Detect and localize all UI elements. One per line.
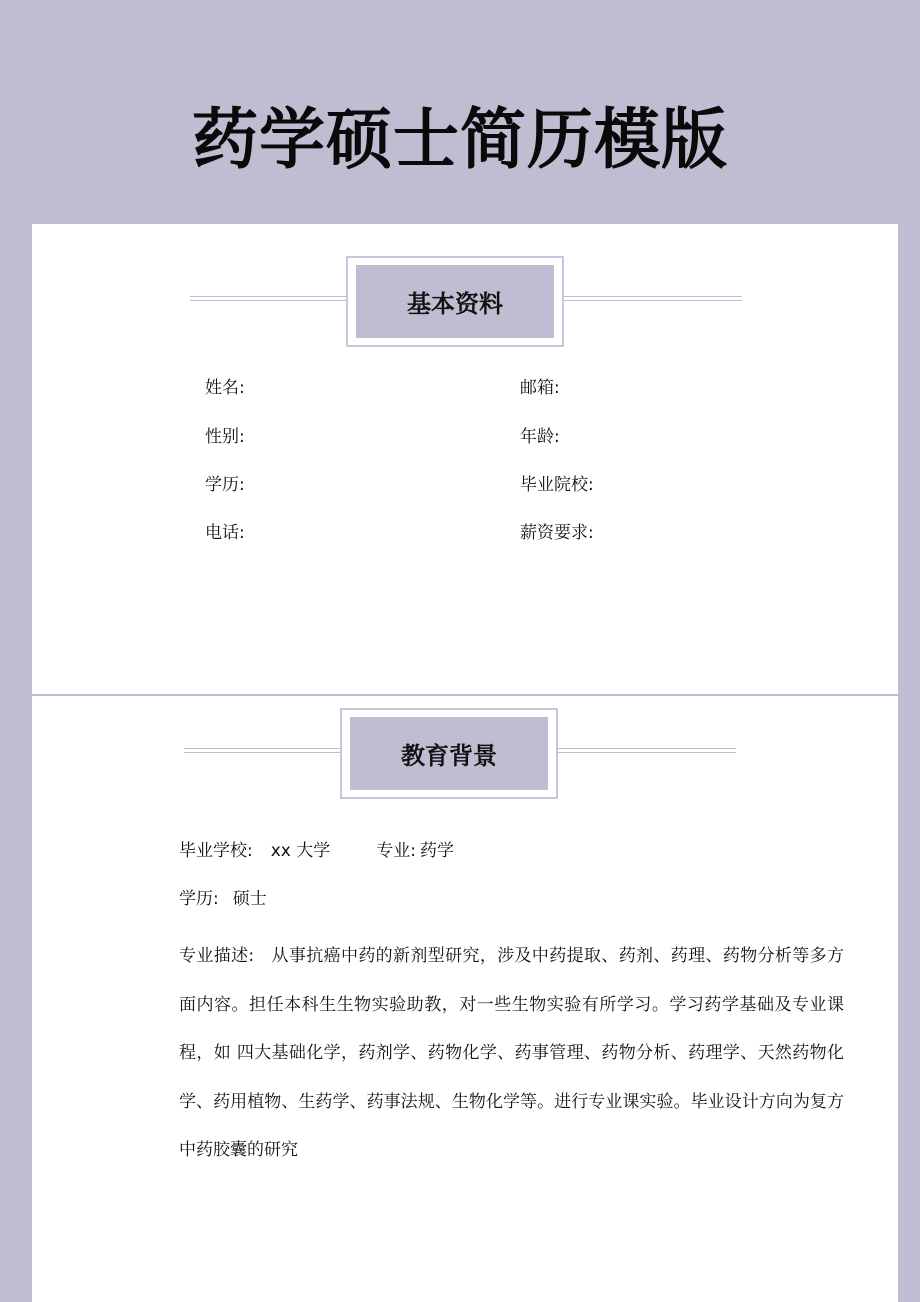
education-header: [184, 708, 736, 802]
basic-info-sheet: [32, 224, 898, 694]
basic-info-header: [190, 256, 742, 350]
degree-label: 学历:: [179, 889, 219, 909]
description-text: 从事抗癌中药的新剂型研究，涉及中药提取、药剂、药理、药物分析等多方面内容。担任本科生生物实验助教，对一些生物实验有所学习。学习药学基础及专业课程，如 四大基础化学，药剂学、药物化学、药事管理、药物分析、药理学、天然药物化学、药用植物、生药学、药事法规、生物化学等。进行专业课实验。毕业设计方向为复方中药胶囊的研究: [179, 946, 845, 1160]
salary-label: 薪资要求:: [520, 523, 594, 543]
phone-label: 电话:: [205, 523, 245, 543]
degree-value: 硕士: [232, 889, 267, 909]
page-title: 药学硕士简历模版: [192, 101, 728, 178]
header-frame: [346, 256, 564, 347]
gender-label: 性别:: [205, 427, 245, 447]
major-label: 专业:: [376, 841, 416, 861]
description-label: 专业描述:: [179, 946, 255, 966]
degree-line: [179, 888, 267, 910]
school-major-line: [179, 840, 454, 862]
header-line-left: [190, 296, 348, 301]
header-line-right: [562, 296, 742, 301]
email-label: 邮箱:: [520, 378, 560, 398]
header-line-right: [556, 748, 736, 753]
header-frame: [340, 708, 558, 799]
school-value: xx 大学: [270, 841, 331, 861]
school-label: 毕业院校:: [520, 475, 594, 495]
age-label: 年龄:: [520, 427, 560, 447]
education-sheet: [32, 696, 898, 1302]
education-label: 学历:: [205, 475, 245, 495]
header-line-left: [184, 748, 342, 753]
major-description: [179, 932, 844, 1175]
basic-info-title: 基本资料: [356, 265, 554, 338]
education-title: 教育背景: [350, 717, 548, 790]
school-label: 毕业学校:: [179, 841, 253, 861]
major-value: 药学: [420, 841, 454, 861]
name-label: 姓名:: [205, 378, 245, 398]
